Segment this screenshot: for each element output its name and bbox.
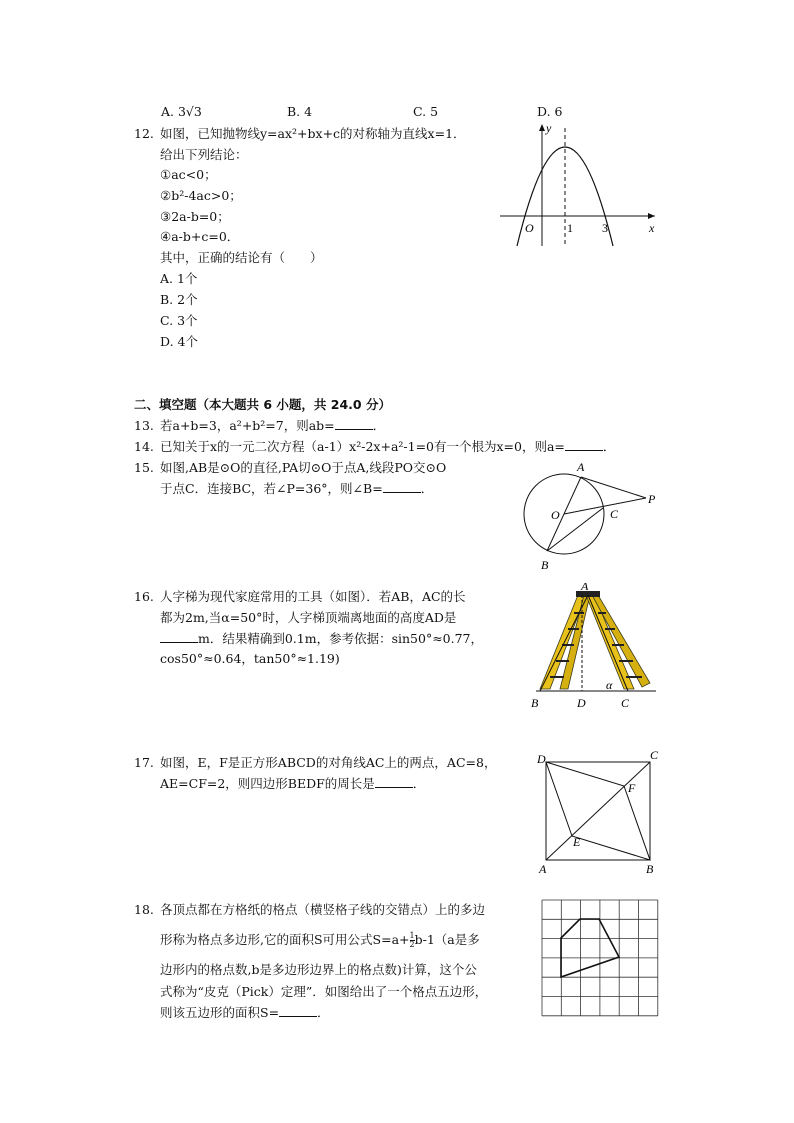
q12-stem: 如图，已知抛物线y=ax²+bx+c的对称轴为直线x=1． bbox=[160, 126, 466, 141]
label-e: E bbox=[573, 835, 581, 849]
segment-po bbox=[564, 498, 646, 514]
q17-end: ． bbox=[412, 776, 426, 791]
q18-text-a: 形称为格点多边形,它的面积S可用公式S=a+ bbox=[160, 932, 410, 947]
label-c: C bbox=[610, 507, 619, 521]
q17-square-figure bbox=[534, 746, 664, 876]
q15-line-1: 如图,AB是⊙O的直径,PA切⊙O于点A,线段PO交⊙O bbox=[160, 460, 447, 475]
diagonal-ac bbox=[546, 762, 650, 860]
label-a: A bbox=[581, 583, 589, 593]
q17-line-1: 如图，E，F是正方形ABCD的对角线AC上的两点，AC=8， bbox=[160, 755, 497, 770]
x-label: x bbox=[649, 221, 655, 235]
q13-answer-blank[interactable] bbox=[335, 418, 373, 430]
q15-answer-blank[interactable] bbox=[383, 481, 421, 493]
q13-number: 13. bbox=[134, 418, 154, 433]
q18-line-5 bbox=[160, 1005, 330, 1021]
q18-text-b: b-1（a是多 bbox=[414, 932, 480, 947]
label-b: B bbox=[531, 696, 539, 710]
q17-text: AE=CF=2，则四边形BEDF的周长是 bbox=[160, 776, 375, 791]
tick-label-3: 3 bbox=[602, 221, 608, 235]
q16-line-1: 人字梯为现代家庭常用的工具（如图）．若AB，AC的长 bbox=[160, 589, 466, 604]
q14-number: 14. bbox=[134, 439, 154, 454]
label-d: D bbox=[537, 752, 546, 766]
grid-lines bbox=[542, 900, 658, 1016]
q17-line-2 bbox=[160, 776, 425, 792]
q14-answer-blank[interactable] bbox=[565, 439, 603, 451]
q15-end: ． bbox=[420, 481, 434, 496]
q11-option-b: B. 4 bbox=[287, 104, 313, 119]
q11-option-a: A. 3√3 bbox=[161, 104, 202, 119]
label-c: C bbox=[650, 748, 659, 762]
q12-option-a: A. 1个 bbox=[160, 271, 198, 286]
q15-number: 15. bbox=[134, 460, 154, 475]
q16-number: 16. bbox=[134, 589, 154, 604]
ladder-rungs bbox=[550, 613, 642, 677]
q11-option-d: D. 6 bbox=[537, 104, 563, 119]
lattice-pentagon bbox=[561, 919, 619, 977]
label-b: B bbox=[646, 862, 654, 876]
q12-item-1: ①ac<0； bbox=[160, 167, 217, 182]
q18-text: 则该五边形的面积S= bbox=[160, 1005, 280, 1020]
section-2-title: 二、填空题（本大题共 6 小题，共 24.0 分） bbox=[134, 397, 391, 412]
q16-line-3 bbox=[160, 631, 483, 647]
q16-line-2: 都为2m,当α=50°时，人字梯顶端离地面的高度AD是 bbox=[160, 610, 457, 625]
q12-option-c: C. 3个 bbox=[160, 313, 198, 328]
q14-end: ． bbox=[602, 439, 616, 454]
q16-text: m．结果精确到0.1m，参考依据：sin50°≈0.77， bbox=[198, 631, 484, 646]
label-c: C bbox=[621, 696, 630, 710]
q16-line-4: cos50°≈0.64，tan50°≈1.19) bbox=[160, 651, 340, 666]
q15-circle-figure bbox=[518, 458, 668, 576]
q13-text: 若a+b=3，a²+b²=7，则ab= bbox=[160, 418, 335, 433]
q16-answer-blank[interactable] bbox=[160, 631, 198, 643]
q18-line-1: 各顶点都在方格纸的格点（横竖格子线的交错点）上的多边 bbox=[160, 902, 486, 917]
q12-item-2: ②b²-4ac>0； bbox=[160, 188, 242, 203]
label-a: A bbox=[577, 460, 585, 474]
label-o: O bbox=[551, 508, 560, 522]
q12-option-d: D. 4个 bbox=[160, 334, 198, 349]
q18-answer-blank[interactable] bbox=[279, 1005, 317, 1017]
origin-label: O bbox=[525, 221, 534, 235]
fraction-denominator: 2 bbox=[409, 940, 415, 949]
q18-grid-figure bbox=[540, 898, 662, 1020]
q13-line bbox=[160, 418, 385, 434]
label-alpha: α bbox=[606, 678, 613, 692]
q12-item-4: ④a-b+c=0． bbox=[160, 229, 240, 244]
q18-end: ． bbox=[317, 1005, 330, 1020]
q15-line-2 bbox=[160, 481, 433, 497]
q18-number: 18. bbox=[134, 902, 154, 917]
q12-prompt: 给出下列结论： bbox=[160, 147, 248, 162]
label-d: D bbox=[577, 696, 586, 710]
q18-line-4: 式称为“皮克（Pick）定理”．如图给出了一个格点五边形， bbox=[160, 984, 488, 999]
tangent-pa bbox=[581, 477, 646, 498]
q12-question: 其中，正确的结论有（ ） bbox=[160, 250, 323, 265]
label-a: A bbox=[539, 862, 547, 876]
q13-end: ． bbox=[372, 418, 386, 433]
label-p: P bbox=[648, 492, 656, 506]
q16-ladder-figure bbox=[526, 583, 662, 713]
q11-option-c: C. 5 bbox=[413, 104, 439, 119]
right-rail-front bbox=[586, 595, 634, 689]
fraction-numerator: 1 bbox=[409, 931, 415, 940]
q12-parabola-figure bbox=[495, 118, 665, 248]
q15-text: 于点C．连接BC，若∠P=36°，则∠B= bbox=[160, 481, 383, 496]
label-f: F bbox=[628, 781, 636, 795]
q17-answer-blank[interactable] bbox=[375, 776, 413, 788]
label-b: B bbox=[541, 558, 549, 572]
q12-item-3: ③2a-b=0； bbox=[160, 209, 230, 224]
y-label: y bbox=[546, 121, 552, 135]
q12-option-b: B. 2个 bbox=[160, 292, 198, 307]
tick-label-1: 1 bbox=[567, 221, 573, 235]
q18-line-3: 边形内的格点数,b是多边形边界上的格点数)计算，这个公 bbox=[160, 962, 477, 977]
q18-line-2 bbox=[160, 932, 480, 949]
y-axis-arrow bbox=[539, 124, 545, 131]
q14-line bbox=[160, 439, 615, 455]
q17-number: 17. bbox=[134, 755, 154, 770]
q12-number: 12. bbox=[134, 126, 154, 141]
x-axis-arrow bbox=[648, 213, 655, 219]
q14-text: 已知关于x的一元二次方程（a-1）x²-2x+a²-1=0有一个根为x=0，则a= bbox=[160, 439, 565, 454]
